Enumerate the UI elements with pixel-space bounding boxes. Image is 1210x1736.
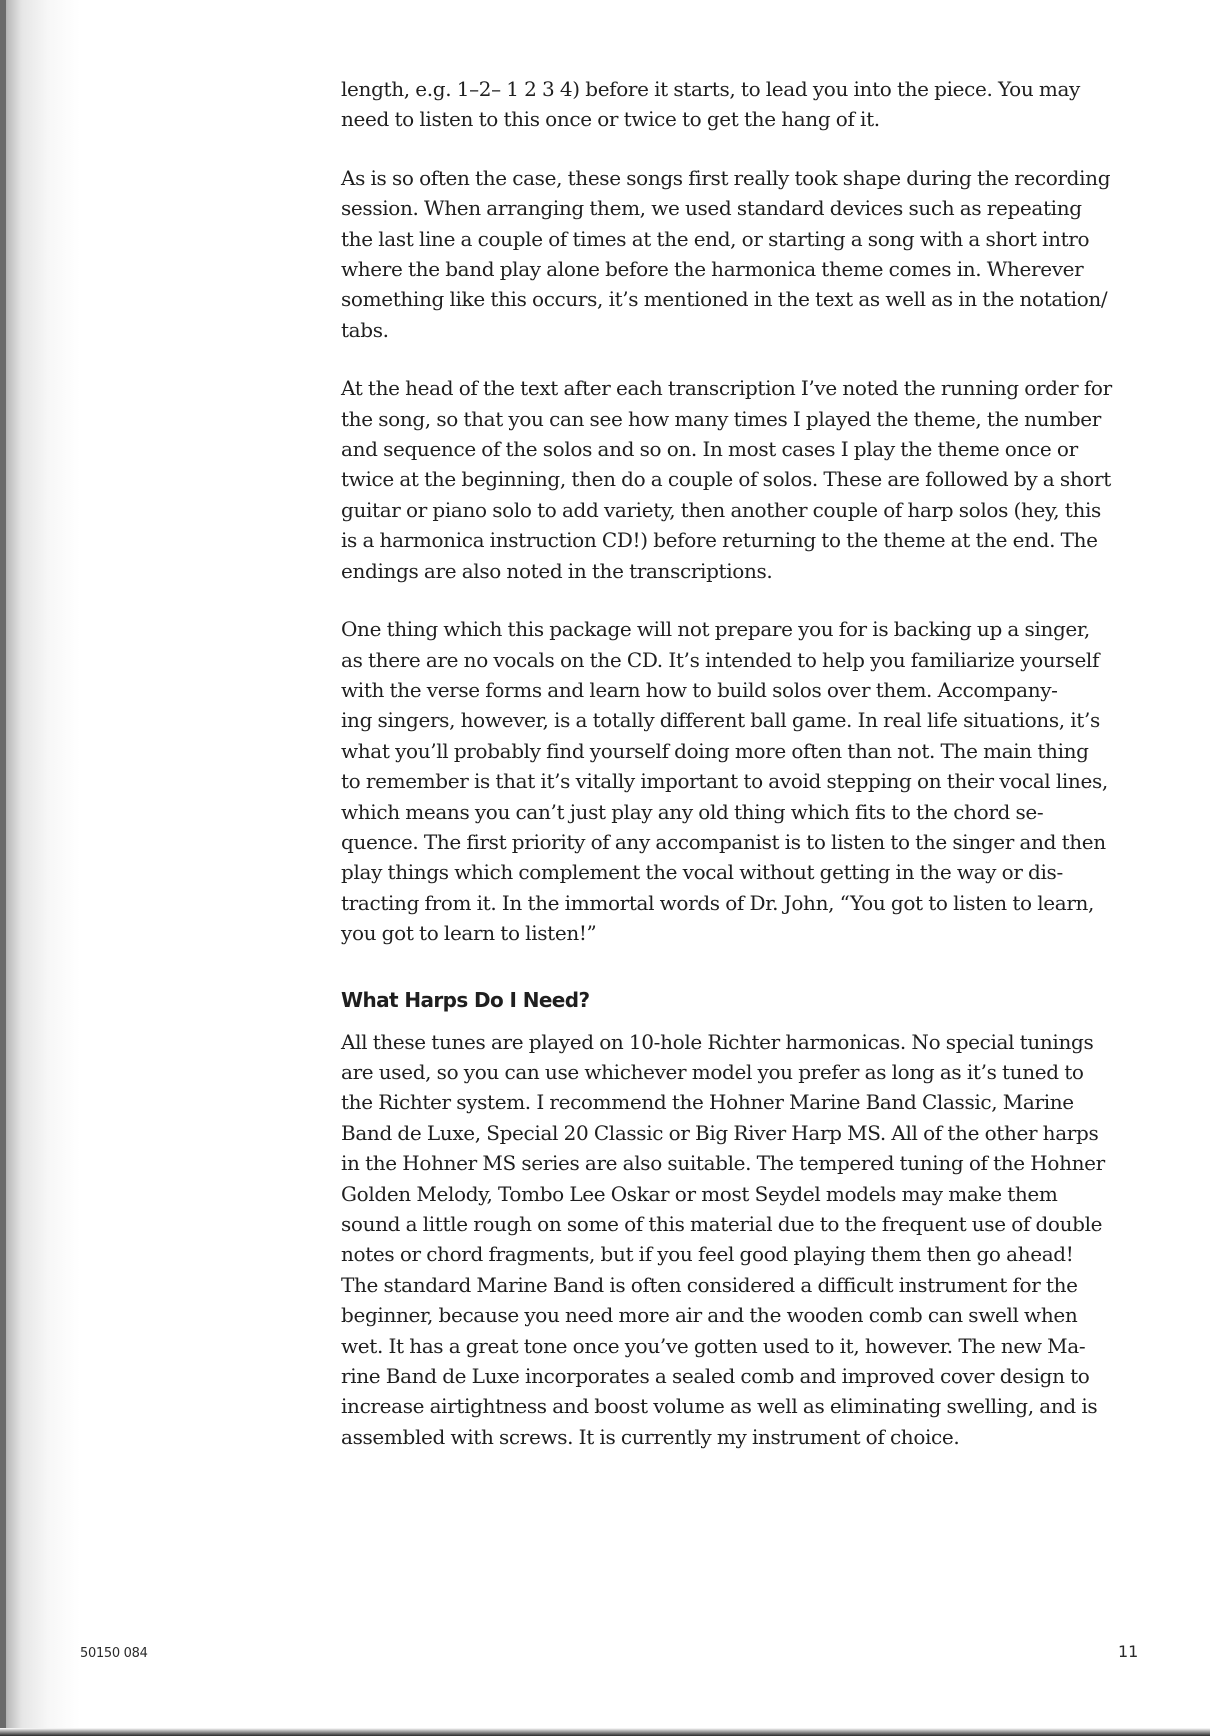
section-heading: What Harps Do I Need? <box>341 987 590 1012</box>
spine-shadow <box>0 0 6 1736</box>
page-bottom-edge <box>0 1728 1210 1736</box>
paragraph-backing-singer: One thing which this package will not prepare you for is backing up a singer, as there are no vocals on the CD. It’s intended to help you familiarize yourself with the verse forms and learn how to build solos over them. Accompany- ing singers, however, is a totally different ball game. In real life situations, it’s what you’ll probably find yourself doing more often than not. The main thing to remember is that it’s vitally important to avoid stepping on their vocal lines, which means you can’t just play any old thing which fits to the chord se- quence. The first priority of any accompanist is to listen to the singer and then play things which complement the vocal without getting in the way or dis- tracting from it. In the immortal words of Dr. John, “You got to listen to learn, you got to learn to listen!” <box>341 617 1108 946</box>
paragraph-count-in: length, e.g. 1–2– 1 2 3 4) before it starts, to lead you into the piece. You may need to listen to this once or twice to get the hang of it. <box>341 77 1080 132</box>
paragraph-harps: All these tunes are played on 10-hole Richter harmonicas. No special tunings are used, so you can use whichever model you prefer as long as it’s tuned to the Richter system. I recommend the Hohner Marine Band Classic, Marine Band de Luxe, Special 20 Classic or Big River Harp MS. All of the other harps in the Hohner MS series are also suitable. The tempered tuning of the Hohner Golden Melody, Tombo Lee Oskar or most Seydel models may make them sound a little rough on some of this material due to the frequent use of double notes or chord fragments, but if you feel good playing them then go ahead! The standard Marine Band is often considered a difficult instrument for the beginner, because you need more air and the wooden comb can swell when wet. It has a great tone once you’ve gotten used to it, however. The new Ma- rine Band de Luxe incorporates a sealed comb and improved cover design to increase airtightness and boost volume as well as eliminating swelling, and is assembled with screws. It is currently my instrument of choice. <box>341 1029 1105 1449</box>
page-number: 11 <box>1118 1642 1139 1661</box>
catalog-number: 50150 084 <box>80 1646 148 1661</box>
text-column <box>341 74 1142 1480</box>
paragraph-running-order: At the head of the text after each transcription I’ve noted the running order for the song, so that you can see how many times I played the theme, the number and sequence of the solos and so on. In most cases I play the theme once or twice at the beginning, then do a couple of solos. These are followed by a short guitar or piano solo to add variety, then another couple of harp solos (hey, this is a harmonica instruction CD!) before returning to the theme at the end. The endings are also noted in the transcriptions. <box>341 376 1112 583</box>
paragraph-recording-session: As is so often the case, these songs first really took shape during the recording session. When arranging them, we used standard devices such as repeating the last line a couple of times at the end, or starting a song with a short intro where the band play alone before the harmonica theme comes in. Wherever something like this occurs, it’s mentioned in the text as well as in the notation/ tabs. <box>341 165 1111 342</box>
